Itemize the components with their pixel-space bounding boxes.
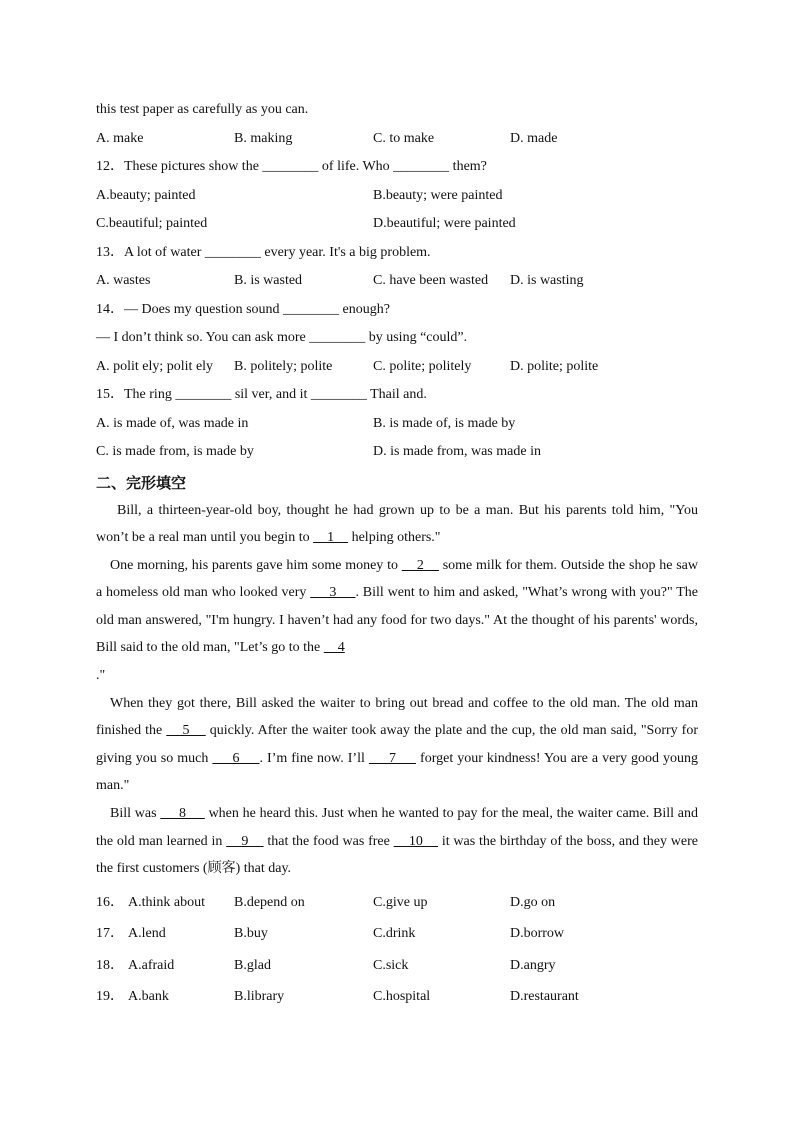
question-number: 16． [96,894,124,910]
blank-4: 4 [323,640,345,656]
question-11-stem: this test paper as carefully as you can. [96,102,309,117]
passage-text: when he heard this. Just when he wanted to pay for the meal, the waiter came. Bill and the old man learned in [96,806,699,849]
question-number: 19． [96,989,124,1005]
option-a: A.afraid [128,957,175,973]
passage-paragraph-1 [96,497,698,552]
passage-text: Bill was [110,806,161,822]
option-c: C. to make [373,130,435,146]
option-c: C.sick [373,957,409,973]
passage-text: forget your kindness! You are a very good young man." [96,750,699,794]
passage-text: helping others." [348,530,441,546]
question-17 [96,918,698,950]
option-d: D. polite; polite [510,358,599,374]
option-b: B.beauty; were painted [373,187,503,203]
passage-text: Bill, a thirteen-year-old boy, thought he had grown up to be a man. But his parents told him, "You won’t be a real man until you begin to [96,502,698,546]
option-a: A. polit ely; polit ely [96,358,214,374]
question-15-stem: 15．The ring ________ sil ver, and it ________ Thail and. [96,387,427,402]
question-11-options [96,125,698,154]
passage-text: it was the birthday of the boss, and they were the first customers (顾客) that day. [96,833,698,877]
question-12-options-row2 [96,210,698,239]
option-a: A.beauty; painted [96,187,196,203]
blank-2: 2 [401,557,439,573]
option-c: C.drink [373,926,416,942]
blank-1: 1 [313,530,349,546]
option-b: B. politely; polite [234,358,333,374]
option-c: C. have been wasted [373,273,489,288]
passage-text: . I’m fine now. I’ll [259,750,369,766]
option-a: A.bank [128,989,169,1005]
question-16 [96,887,698,919]
passage-text: some milk for them. Outside the shop he saw a homeless old man who looked very [96,557,698,601]
option-a: A.lend [128,926,166,942]
blank-5: 5 [166,723,206,739]
section-title-cloze: 二、完形填空 [96,473,187,492]
blank-7: 7 [368,750,417,766]
blank-10: 10 [393,833,439,849]
question-12-stem: 12．These pictures show the ________ of life. Who ________ them? [96,159,487,174]
option-b: B. is wasted [234,273,303,288]
question-14-options [96,353,698,382]
option-b: B.library [234,989,285,1005]
option-c: C.give up [373,894,428,910]
passage-text: ." [96,668,106,684]
question-15-options-row1 [96,410,698,439]
option-b: B. making [234,130,293,146]
exam-page [96,96,698,1013]
option-c: C.beautiful; painted [96,216,208,231]
question-15-options-row2 [96,438,698,467]
blank-8: 8 [160,806,205,822]
option-a: A.think about [128,894,205,910]
option-d: D.angry [510,957,556,973]
blank-6: 6 [212,750,260,766]
option-d: D.beautiful; were painted [373,216,516,231]
question-12-options-row1 [96,182,698,211]
option-d: D. is wasting [510,273,584,288]
question-14-stem-reply: — I don’t think so. You can ask more ________ by using “could”. [96,330,468,345]
option-a: A. make [96,130,144,146]
blank-9: 9 [226,833,264,849]
passage-text: quickly. After the waiter took away the plate and the cup, the old man said, "Sorry for giving you so much [96,723,699,766]
option-b: B.buy [234,926,268,942]
option-c: C. polite; politely [373,358,472,374]
passage-text: . Bill went to him and asked, "What’s wrong with you?" The old man answered, "I'm hungry. I haven’t had any food for two days." At the thought of his parents' words, Bill said to the old man, "Let’s go to the [96,585,698,656]
option-a: A. is made of, was made in [96,415,249,431]
question-13-options [96,267,698,296]
passage-paragraph-2 [96,552,698,690]
option-d: D. made [510,130,558,146]
blank-3: 3 [310,585,356,601]
passage-text: One morning, his parents gave him some money to [110,557,402,573]
option-d: D. is made from, was made in [373,444,541,459]
question-number: 18． [96,957,124,973]
passage-text: that the food was free [263,833,394,849]
option-d: D.restaurant [510,989,579,1005]
question-14-stem: 14．— Does my question sound ________ enough? [96,301,390,317]
passage-text: When they got there, Bill asked the waiter to bring out bread and coffee to the old man. The old man finished the [96,695,698,739]
passage-paragraph-3 [96,690,698,800]
option-b: B.depend on [234,894,305,910]
option-d: D.borrow [510,926,565,942]
option-c: C.hospital [373,989,431,1005]
option-b: B. is made of, is made by [373,415,516,431]
question-13-stem: 13．A lot of water ________ every year. It's a big problem. [96,244,431,260]
option-d: D.go on [510,894,556,910]
option-c: C. is made from, is made by [96,444,254,459]
option-a: A. wastes [96,273,151,288]
passage-paragraph-4 [96,800,698,883]
question-number: 17． [96,926,124,942]
option-b: B.glad [234,957,271,973]
question-18 [96,950,698,982]
question-19 [96,981,698,1013]
